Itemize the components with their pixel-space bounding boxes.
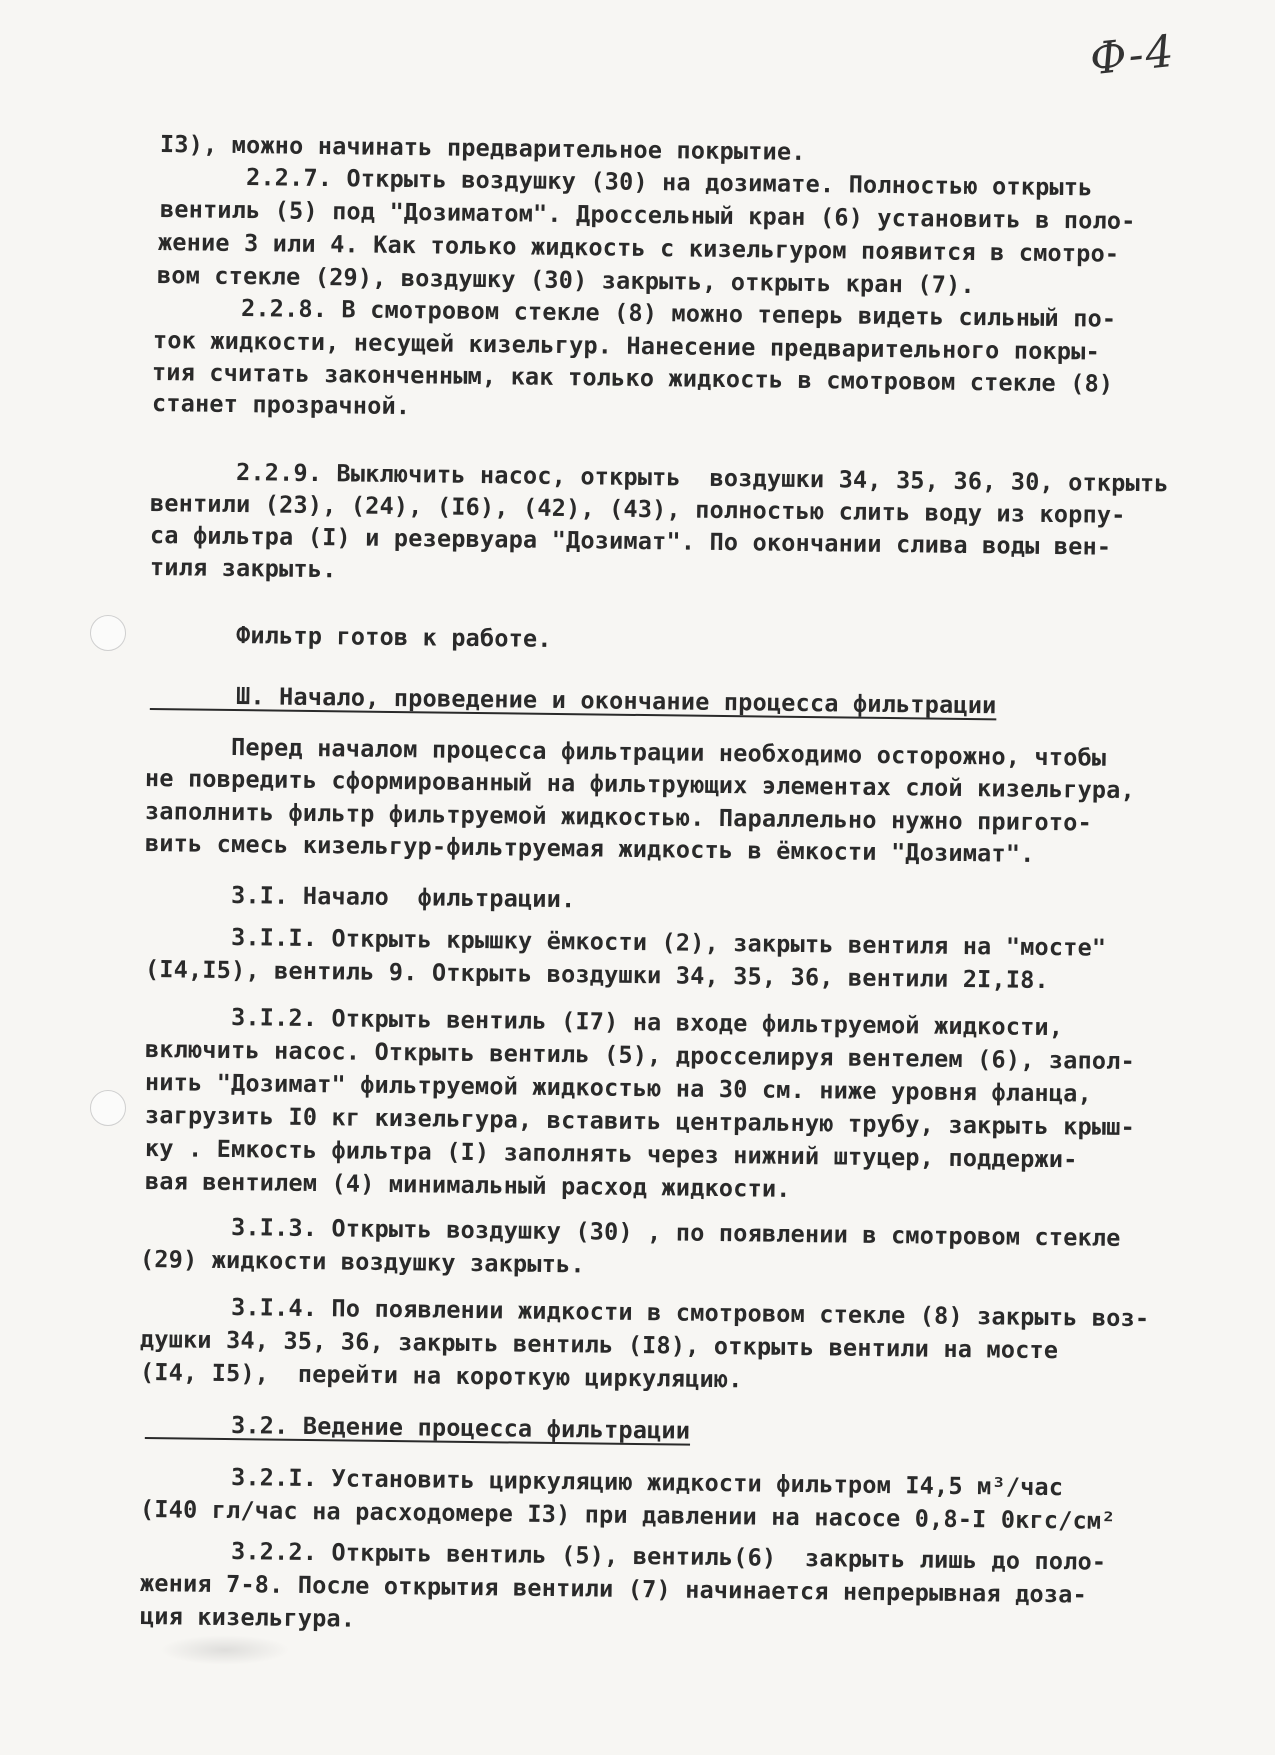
punch-hole <box>90 615 126 651</box>
text-line: (29) жидкости воздушку закрыть. <box>139 1245 585 1279</box>
text-line: не повредить сформированный на фильтрующих элементах слой кизельгура, <box>144 764 1136 805</box>
text-line: 3.I.I. Открыть крышку ёмкости (2), закрыть вентиля на "мосте" <box>144 922 1107 962</box>
text-line: (I4,I5), вентиль 9. Открыть воздушки 34, 35, 36, вентили 2I,I8. <box>144 955 1050 995</box>
page-number: Ф-4 <box>1087 25 1178 86</box>
text-line: включить насос. Открыть вентиль (5), дросселируя вентелем (6), запол- <box>144 1035 1136 1076</box>
smudge <box>160 1635 290 1665</box>
text-line: тиля закрыть. <box>149 553 337 584</box>
text-line: 3.2.I. Установить циркуляцию жидкости фильтром I4,5 м³/час <box>144 1462 1064 1502</box>
text-line: 3.2.2. Открыть вентиль (5), вентиль(6) закрыть лишь до поло- <box>144 1536 1107 1576</box>
text-line: вить смесь кизельгур-фильтруемая жидкость в ёмкости "Дозимат". <box>144 829 1035 868</box>
text-line: тия считать законченным, как только жидкость в смотровом стекле (8) <box>151 358 1114 398</box>
text-line: загрузить I0 кг кизельгура, вставить центральную трубу, закрыть крыш- <box>144 1101 1136 1142</box>
text-line: 2.2.9. Выключить насос, открыть воздушки 34, 35, 36, 30, открыть <box>149 457 1169 498</box>
subsection-heading: 3.I. Начало фильтрации. <box>144 880 576 914</box>
text-line: I3), можно начинать предварительное покрытие. <box>159 130 806 166</box>
text-line: 3.I.2. Открыть вентиль (I7) на входе фильтруемой жидкости, <box>144 1002 1064 1042</box>
text-line: 2.2.8. В смотровом стекле (8) можно теперь видеть сильный по- <box>154 293 1117 333</box>
text-line: 3.I.4. По появлении жидкости в смотровом стекле (8) закрыть воз- <box>144 1292 1150 1333</box>
text-line: ция кизельгура. <box>139 1602 356 1633</box>
text-line: станет прозрачной. <box>151 389 411 421</box>
section-heading: 3.2. Ведение процесса фильтрации <box>144 1410 691 1445</box>
text-line: заполнить фильтр фильтруемой жидкостью. Параллельно нужно пригото- <box>144 797 1093 837</box>
text-line: ку . Емкость фильтра (I) заполнять через нижний штуцер, поддержи- <box>144 1134 1078 1174</box>
punch-hole <box>90 1090 126 1126</box>
text-line: жения 7-8. После открытия вентили (7) начинается непрерывная доза- <box>139 1569 1088 1609</box>
text-line: нить "Дозимат" фильтруемой жидкостью на 30 см. ниже уровня фланца, <box>144 1068 1093 1108</box>
text-line: Фильтр готов к работе. <box>149 620 552 653</box>
text-line: (I40 гл/час на расходомере I3) при давлении на насосе 0,8-I 0кгс/см² <box>139 1495 1116 1535</box>
text-line: вом стекле (29), воздушку (30) закрыть, открыть кран (7). <box>156 261 975 299</box>
text-line: 2.2.7. Открыть воздушку (30) на дозимате. Полностью открыть <box>159 162 1093 202</box>
text-line: жение 3 или 4. Как только жидкость с кизельгуром появится в смотро- <box>157 228 1120 268</box>
text-line: са фильтра (I) и резервуара "Дозимат". По окончании слива воды вен- <box>149 521 1112 561</box>
text-line: Перед началом процесса фильтрации необходимо осторожно, чтобы <box>144 732 1107 772</box>
text-line: ток жидкости, несущей кизельгур. Нанесение предварительного покры- <box>152 326 1101 366</box>
text-line: вентиль (5) под "Дозиматом". Дроссельный кран (6) установить в поло- <box>159 195 1136 235</box>
text-line: вентили (23), (24), (I6), (42), (43), полностью слить воду из корпу- <box>149 489 1126 529</box>
text-line: вая вентилем (4) минимальный расход жидкости. <box>144 1167 791 1203</box>
text-line: душки 34, 35, 36, закрыть вентиль (I8), открыть вентили на мосте <box>139 1325 1059 1365</box>
section-heading: Ш. Начало, проведение и окончание процесса фильтрации <box>149 681 997 720</box>
text-line: 3.I.3. Открыть воздушку (30) , по появлении в смотровом стекле <box>144 1212 1121 1252</box>
text-line: (I4, I5), перейти на короткую циркуляцию. <box>139 1358 743 1394</box>
